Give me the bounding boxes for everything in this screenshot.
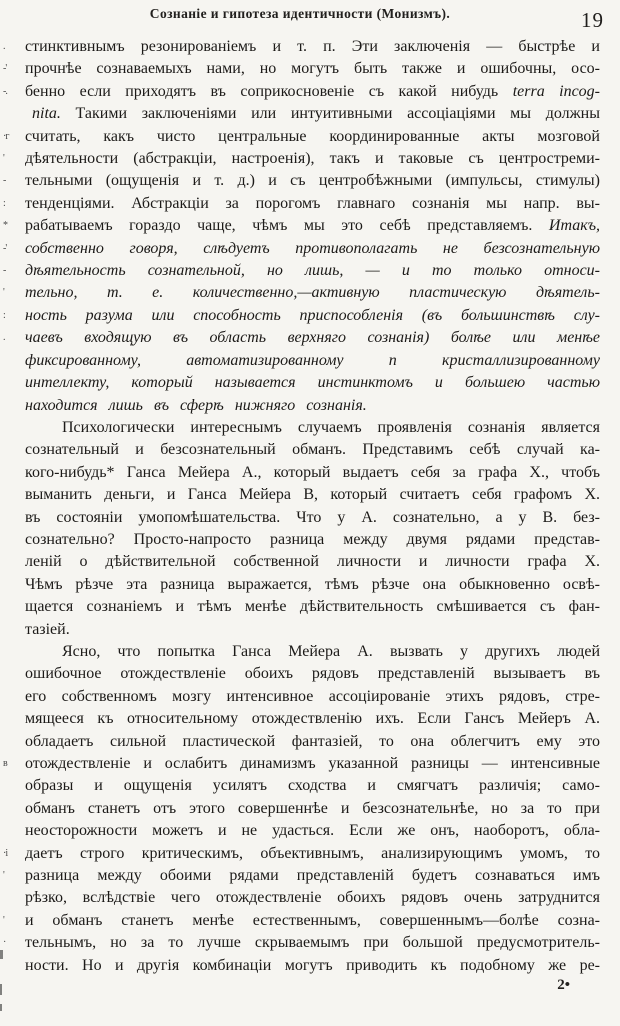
text-line: [3, 932, 600, 954]
text-line: [25, 350, 600, 372]
body-text: отождествленіе и ослабитъ динамизмъ указанной разницы — интенсивные: [25, 755, 600, 772]
body-text: даетъ строго критическимъ, объективнымъ, анализирующимъ умомъ, то: [25, 844, 600, 862]
scan-artifact: .: [3, 41, 5, 52]
text-line: [25, 439, 600, 461]
body-text: Психологически интереснымъ случаемъ проявленія сознанія является: [62, 418, 600, 436]
text-line: [3, 238, 600, 260]
text-line: [25, 887, 600, 909]
scan-artifact: -.: [3, 85, 7, 97]
scan-artifact: ·і: [3, 847, 8, 859]
text-line: [25, 551, 600, 573]
text-line: [25, 641, 600, 663]
text-line: [3, 305, 600, 327]
text-line: [25, 484, 600, 506]
body-text: сознательно? Просто-напросто разница между двумя рядами представ-: [25, 530, 600, 548]
body-text: ошибочное отождествленіе обоихъ рядовъ представленій вызываетъ въ: [25, 665, 600, 683]
scan-artifact: :: [3, 197, 5, 209]
body-text: тенденціями. Абстракціи за порогомъ главнаго сознанія мы напр. вы-: [25, 194, 600, 212]
scan-artifact-mark: [0, 1004, 2, 1011]
scan-artifact: :: [3, 309, 5, 321]
scan-artifact: ': [3, 870, 4, 882]
scan-artifact: .: [3, 332, 5, 344]
scan-artifact: в: [3, 758, 7, 769]
scan-artifact: ': [3, 287, 4, 299]
body-text: обманъ станетъ отъ этого совершеннѣе и безсознательнѣе, но за то при: [25, 799, 600, 817]
text-line: [25, 798, 600, 820]
italic-text: nita.: [32, 105, 61, 123]
body-text: дѣятельности (абстракціи, настроенія), такъ и таковые съ центростреми-: [25, 150, 600, 168]
text-line: [25, 775, 600, 797]
text-line: [3, 148, 600, 170]
body-text: Чѣмъ рѣзче эта разница выражается, тѣмъ рѣзче она обыкновенно освѣ-: [25, 575, 600, 593]
body-text: тазіей.: [25, 620, 70, 638]
text-line: [3, 910, 600, 932]
text-line: [25, 103, 600, 125]
scan-artifact: -': [3, 242, 7, 254]
scan-artifact: *: [3, 220, 7, 232]
body-text: въ состояніи умопомѣшательства. Что у А. сознательно, а у В. без-: [25, 508, 600, 526]
text-line: [3, 260, 600, 282]
text-line: [3, 215, 600, 237]
body-text: рѣзко, вслѣдствіе чего отождествленіе обоихъ рядовъ очень затруднится: [25, 889, 600, 907]
text-line: [3, 282, 600, 304]
scan-artifact: ': [3, 914, 4, 926]
text-line: [3, 753, 600, 775]
signature-mark: 2•: [557, 977, 570, 993]
body-text: тельными (ощущенія и т. д.) и съ центробѣжными (импульсы, стимулы): [25, 172, 600, 190]
text-line: [25, 574, 600, 596]
italic-text: Итакъ,: [548, 217, 600, 235]
scan-artifact: -: [3, 265, 6, 277]
text-line: [25, 395, 600, 417]
running-header-title: Сознаніе и гипотеза идентичности (Монизмъ).: [149, 6, 451, 21]
italic-text: чаевъ входящую въ область верхняго сознанія) болѣе или менѣе: [25, 329, 600, 347]
page-number: 19: [581, 8, 604, 32]
body-text: и обманъ станетъ менѣе естественнымъ, совершеннымъ—болѣе созна-: [25, 911, 600, 929]
text-line: [25, 417, 600, 439]
scan-artifact: -: [3, 175, 6, 187]
italic-text: находится лишь въ сферѣ нижняго сознанія.: [25, 396, 367, 414]
text-line: [3, 36, 600, 58]
body-text: образы и ощущенія усилятъ сходства и смягчатъ различія; само-: [25, 777, 600, 795]
text-line: [25, 955, 600, 977]
text-line: [3, 81, 601, 103]
italic-text: собственно говоря, слѣдуетъ противополагать не безсознательную: [25, 239, 600, 257]
scan-artifact: ·: [3, 937, 6, 949]
italic-text: terra incog-: [512, 82, 601, 100]
text-line: [3, 327, 600, 349]
italic-text: тельно, т. е. количественно,—активную пластическую дѣятель-: [25, 284, 600, 302]
body-text: выманить деньги, и Ганса Мейера В, который считаетъ себя графомъ Х.: [25, 486, 600, 504]
body-text: рабатываемъ гораздо чаще, чѣмъ мы это себѣ представляемъ.: [25, 217, 549, 235]
body-text: кого-нибудь* Ганса Мейера А., который выдаетъ себя за графа Х., чтобъ: [25, 463, 600, 481]
text-line: [25, 708, 600, 730]
text-block: [3, 36, 601, 977]
body-text: щается сознаніемъ и тѣмъ менѣе дѣйствительность смѣшивается съ фан-: [25, 598, 600, 616]
scan-artifact-mark: [0, 950, 3, 959]
body-text: прочнѣе сознаваемыхъ нами, но могутъ быть также и ошибочны, осо-: [25, 60, 600, 78]
text-line: [3, 865, 600, 887]
text-line: [25, 663, 600, 685]
text-line: [3, 170, 600, 192]
text-line: [25, 462, 600, 484]
text-line: [3, 58, 600, 80]
body-text: неосторожности можетъ и не удасться. Если же онъ, наоборотъ, обла-: [25, 822, 600, 840]
body-text: разница между обоими рядами представленій будетъ сознаваться имъ: [25, 867, 600, 885]
text-line: [3, 193, 600, 215]
italic-text: интеллекту, который называется инстинктомъ и большею частью: [25, 374, 600, 392]
text-line: [25, 507, 600, 529]
text-line: [25, 596, 600, 618]
text-line: [25, 529, 600, 551]
body-text: мящееся къ относительному отождествленію ихъ. Если Гансъ Мейеръ А.: [25, 710, 600, 728]
body-text: тельнымъ, но за то лучше скрываемымъ при большой предусмотритель-: [25, 934, 600, 952]
text-line: [25, 686, 600, 708]
scan-artifact: ': [3, 153, 4, 165]
italic-text: дѣятельность сознательной, но лишь, — и то только относи-: [25, 262, 600, 280]
body-text: Такими заключеніями или интуитивными ассоціаціями мы должны: [60, 105, 600, 123]
text-line: [3, 126, 600, 148]
scan-artifact: ·г: [3, 130, 9, 142]
body-text: считать, какъ чисто центральные координированные акты мозговой: [25, 127, 600, 145]
body-text: его собственномъ мозгу интенсивное ассоціированіе этихъ рядовъ, стре-: [25, 687, 600, 705]
body-text: сознательный и безсознательный обманъ. Представимъ себѣ случай ка-: [25, 441, 600, 459]
scan-artifact: -': [3, 63, 7, 75]
text-line: [25, 372, 600, 394]
body-text: ности. Но и другія комбинаціи могутъ приводить къ подобному же ре-: [25, 956, 600, 974]
italic-text: фиксированному, автоматизированному п кристаллизированному: [25, 351, 600, 369]
body-text: Ясно, что попытка Ганса Мейера А. вызвать у другихъ людей: [62, 642, 600, 660]
text-line: [25, 820, 600, 842]
text-line: [25, 731, 600, 753]
text-line: [3, 843, 600, 865]
body-text: стинктивнымъ резонированіемъ и т. п. Эти заключенія — быстрѣе и: [25, 38, 600, 55]
body-text: леній о дѣйствительной собственной личности и личности графа Х.: [25, 553, 600, 571]
text-line: [25, 619, 600, 641]
body-text: бенно если приходятъ въ соприкосновеніе съ какой нибудь: [25, 82, 513, 100]
body-text: обладаетъ сильной пластической фантазіей, то она облегчитъ ему это: [25, 732, 600, 750]
scan-artifact-mark: [0, 984, 2, 995]
italic-text: ность разума или способность приспособленія (въ большинствѣ слу-: [25, 306, 600, 324]
